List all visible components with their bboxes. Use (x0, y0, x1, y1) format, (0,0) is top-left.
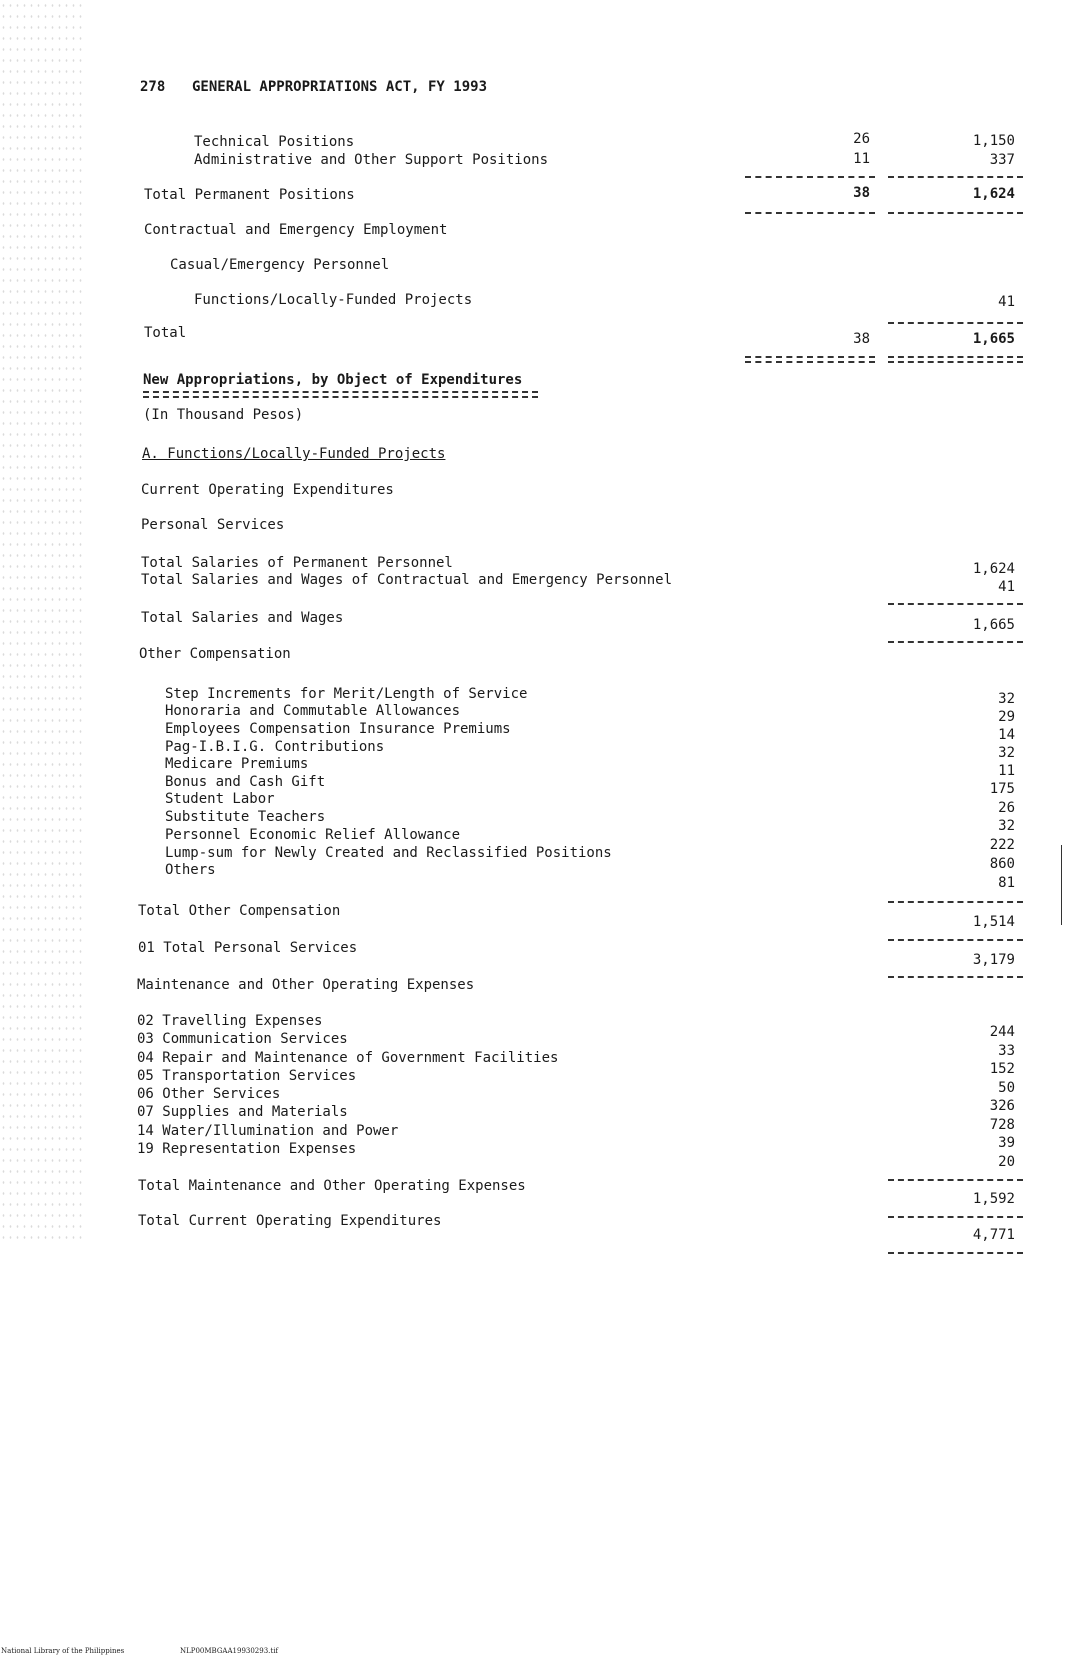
list-item: 14 Water/Illumination and Power (137, 1123, 399, 1139)
total-mooe-label: Total Maintenance and Other Operating Expenses (138, 1178, 526, 1194)
administrative-positions-count: 11 (853, 151, 870, 167)
list-item-amount: 33 (998, 1043, 1015, 1059)
list-item: 03 Communication Services (137, 1031, 348, 1047)
list-item-amount: 81 (998, 875, 1015, 891)
list-item-amount: 20 (998, 1154, 1015, 1170)
rule (888, 901, 1023, 903)
list-item-amount: 32 (998, 745, 1015, 761)
rule (888, 641, 1023, 643)
list-item-amount: 222 (989, 837, 1015, 853)
list-item-amount: 728 (989, 1117, 1015, 1133)
double-rule (745, 356, 875, 363)
list-item-amount: 152 (989, 1061, 1015, 1077)
salaries-permanent-label: Total Salaries of Permanent Personnel (141, 555, 453, 571)
list-item: Substitute Teachers (165, 809, 326, 825)
scan-edge-mark (1061, 845, 1062, 925)
salaries-contractual-label: Total Salaries and Wages of Contractual and Emergency Personnel (141, 572, 673, 588)
administrative-positions-amount: 337 (989, 152, 1015, 168)
list-item: 04 Repair and Maintenance of Government Facilities (137, 1050, 559, 1066)
salaries-contractual-amount: 41 (998, 579, 1015, 595)
list-item-amount: 11 (998, 763, 1015, 779)
technical-positions-count: 26 (853, 131, 870, 147)
list-item-amount: 50 (998, 1080, 1015, 1096)
list-item: Honoraria and Commutable Allowances (165, 703, 461, 719)
personal-services-heading: Personal Services (141, 517, 285, 533)
functions-amount: 41 (998, 294, 1015, 310)
list-item-amount: 32 (998, 818, 1015, 834)
total-current-operating-amount: 4,771 (972, 1227, 1015, 1243)
list-item-amount: 175 (989, 781, 1015, 797)
total-personal-services-amount: 3,179 (972, 952, 1015, 968)
rule (745, 176, 875, 178)
footer-file: NLP00MBGAA19930293.tif (180, 1647, 279, 1655)
list-item-amount: 14 (998, 727, 1015, 743)
section-a-heading: A. Functions/Locally-Funded Projects (142, 446, 446, 462)
rule (888, 603, 1023, 605)
rule (888, 976, 1023, 978)
total-mooe-amount: 1,592 (972, 1191, 1015, 1207)
contractual-employment-label: Contractual and Emergency Employment (144, 222, 448, 238)
list-item: Student Labor (165, 791, 275, 807)
heading-double-rule (143, 391, 538, 398)
list-item: Medicare Premiums (165, 756, 309, 772)
rule (888, 939, 1023, 941)
current-operating-heading: Current Operating Expenditures (141, 482, 394, 498)
list-item-amount: 244 (989, 1024, 1015, 1040)
rule (745, 212, 875, 214)
list-item-amount: 860 (989, 856, 1015, 872)
rule (888, 1216, 1023, 1218)
list-item: 05 Transportation Services (137, 1068, 357, 1084)
page-title: GENERAL APPROPRIATIONS ACT, FY 1993 (192, 79, 488, 95)
list-item: 19 Representation Expenses (137, 1141, 357, 1157)
total-personal-services-label: 01 Total Personal Services (138, 940, 358, 956)
list-item: Personnel Economic Relief Allowance (165, 827, 461, 843)
salaries-permanent-amount: 1,624 (972, 561, 1015, 577)
total-permanent-positions-amount: 1,624 (972, 186, 1015, 202)
total-current-operating-label: Total Current Operating Expenditures (138, 1213, 442, 1229)
positions-total-label: Total (144, 325, 187, 341)
total-salaries-label: Total Salaries and Wages (141, 610, 344, 626)
total-other-compensation-label: Total Other Compensation (138, 903, 341, 919)
list-item: Lump-sum for Newly Created and Reclassified Positions (165, 845, 612, 861)
total-salaries-amount: 1,665 (972, 617, 1015, 633)
unit-label: (In Thousand Pesos) (143, 407, 304, 423)
list-item: Step Increments for Merit/Length of Service (165, 686, 528, 702)
mooe-heading: Maintenance and Other Operating Expenses (137, 977, 475, 993)
footer-library: National Library of the Philippines (1, 1647, 125, 1655)
technical-positions-label: Technical Positions (194, 134, 355, 150)
positions-total-amount: 1,665 (972, 331, 1015, 347)
list-item-amount: 326 (989, 1098, 1015, 1114)
list-item-amount: 39 (998, 1135, 1015, 1151)
other-compensation-heading: Other Compensation (139, 646, 291, 662)
casual-personnel-label: Casual/Emergency Personnel (170, 257, 390, 273)
functions-label: Functions/Locally-Funded Projects (194, 292, 473, 308)
list-item-amount: 32 (998, 691, 1015, 707)
administrative-positions-label: Administrative and Other Support Positions (194, 152, 549, 168)
list-item-amount: 26 (998, 800, 1015, 816)
double-rule (888, 356, 1023, 363)
list-item: Bonus and Cash Gift (165, 774, 326, 790)
rule (888, 322, 1023, 324)
list-item: Pag-I.B.I.G. Contributions (165, 739, 385, 755)
list-item: Employees Compensation Insurance Premiums (165, 721, 511, 737)
total-other-compensation-amount: 1,514 (972, 914, 1015, 930)
list-item-amount: 29 (998, 709, 1015, 725)
technical-positions-amount: 1,150 (972, 133, 1015, 149)
total-permanent-positions-count: 38 (853, 185, 870, 201)
rule (888, 176, 1023, 178)
list-item: 06 Other Services (137, 1086, 281, 1102)
positions-total-count: 38 (853, 331, 870, 347)
rule (888, 1252, 1023, 1254)
total-permanent-positions-label: Total Permanent Positions (144, 187, 355, 203)
list-item: 07 Supplies and Materials (137, 1104, 348, 1120)
scan-margin-noise (0, 0, 85, 1240)
rule (888, 212, 1023, 214)
list-item: Others (165, 862, 216, 878)
page-number: 278 (140, 79, 166, 95)
rule (888, 1179, 1023, 1181)
list-item: 02 Travelling Expenses (137, 1013, 323, 1029)
appropriations-heading: New Appropriations, by Object of Expenditures (143, 372, 523, 388)
